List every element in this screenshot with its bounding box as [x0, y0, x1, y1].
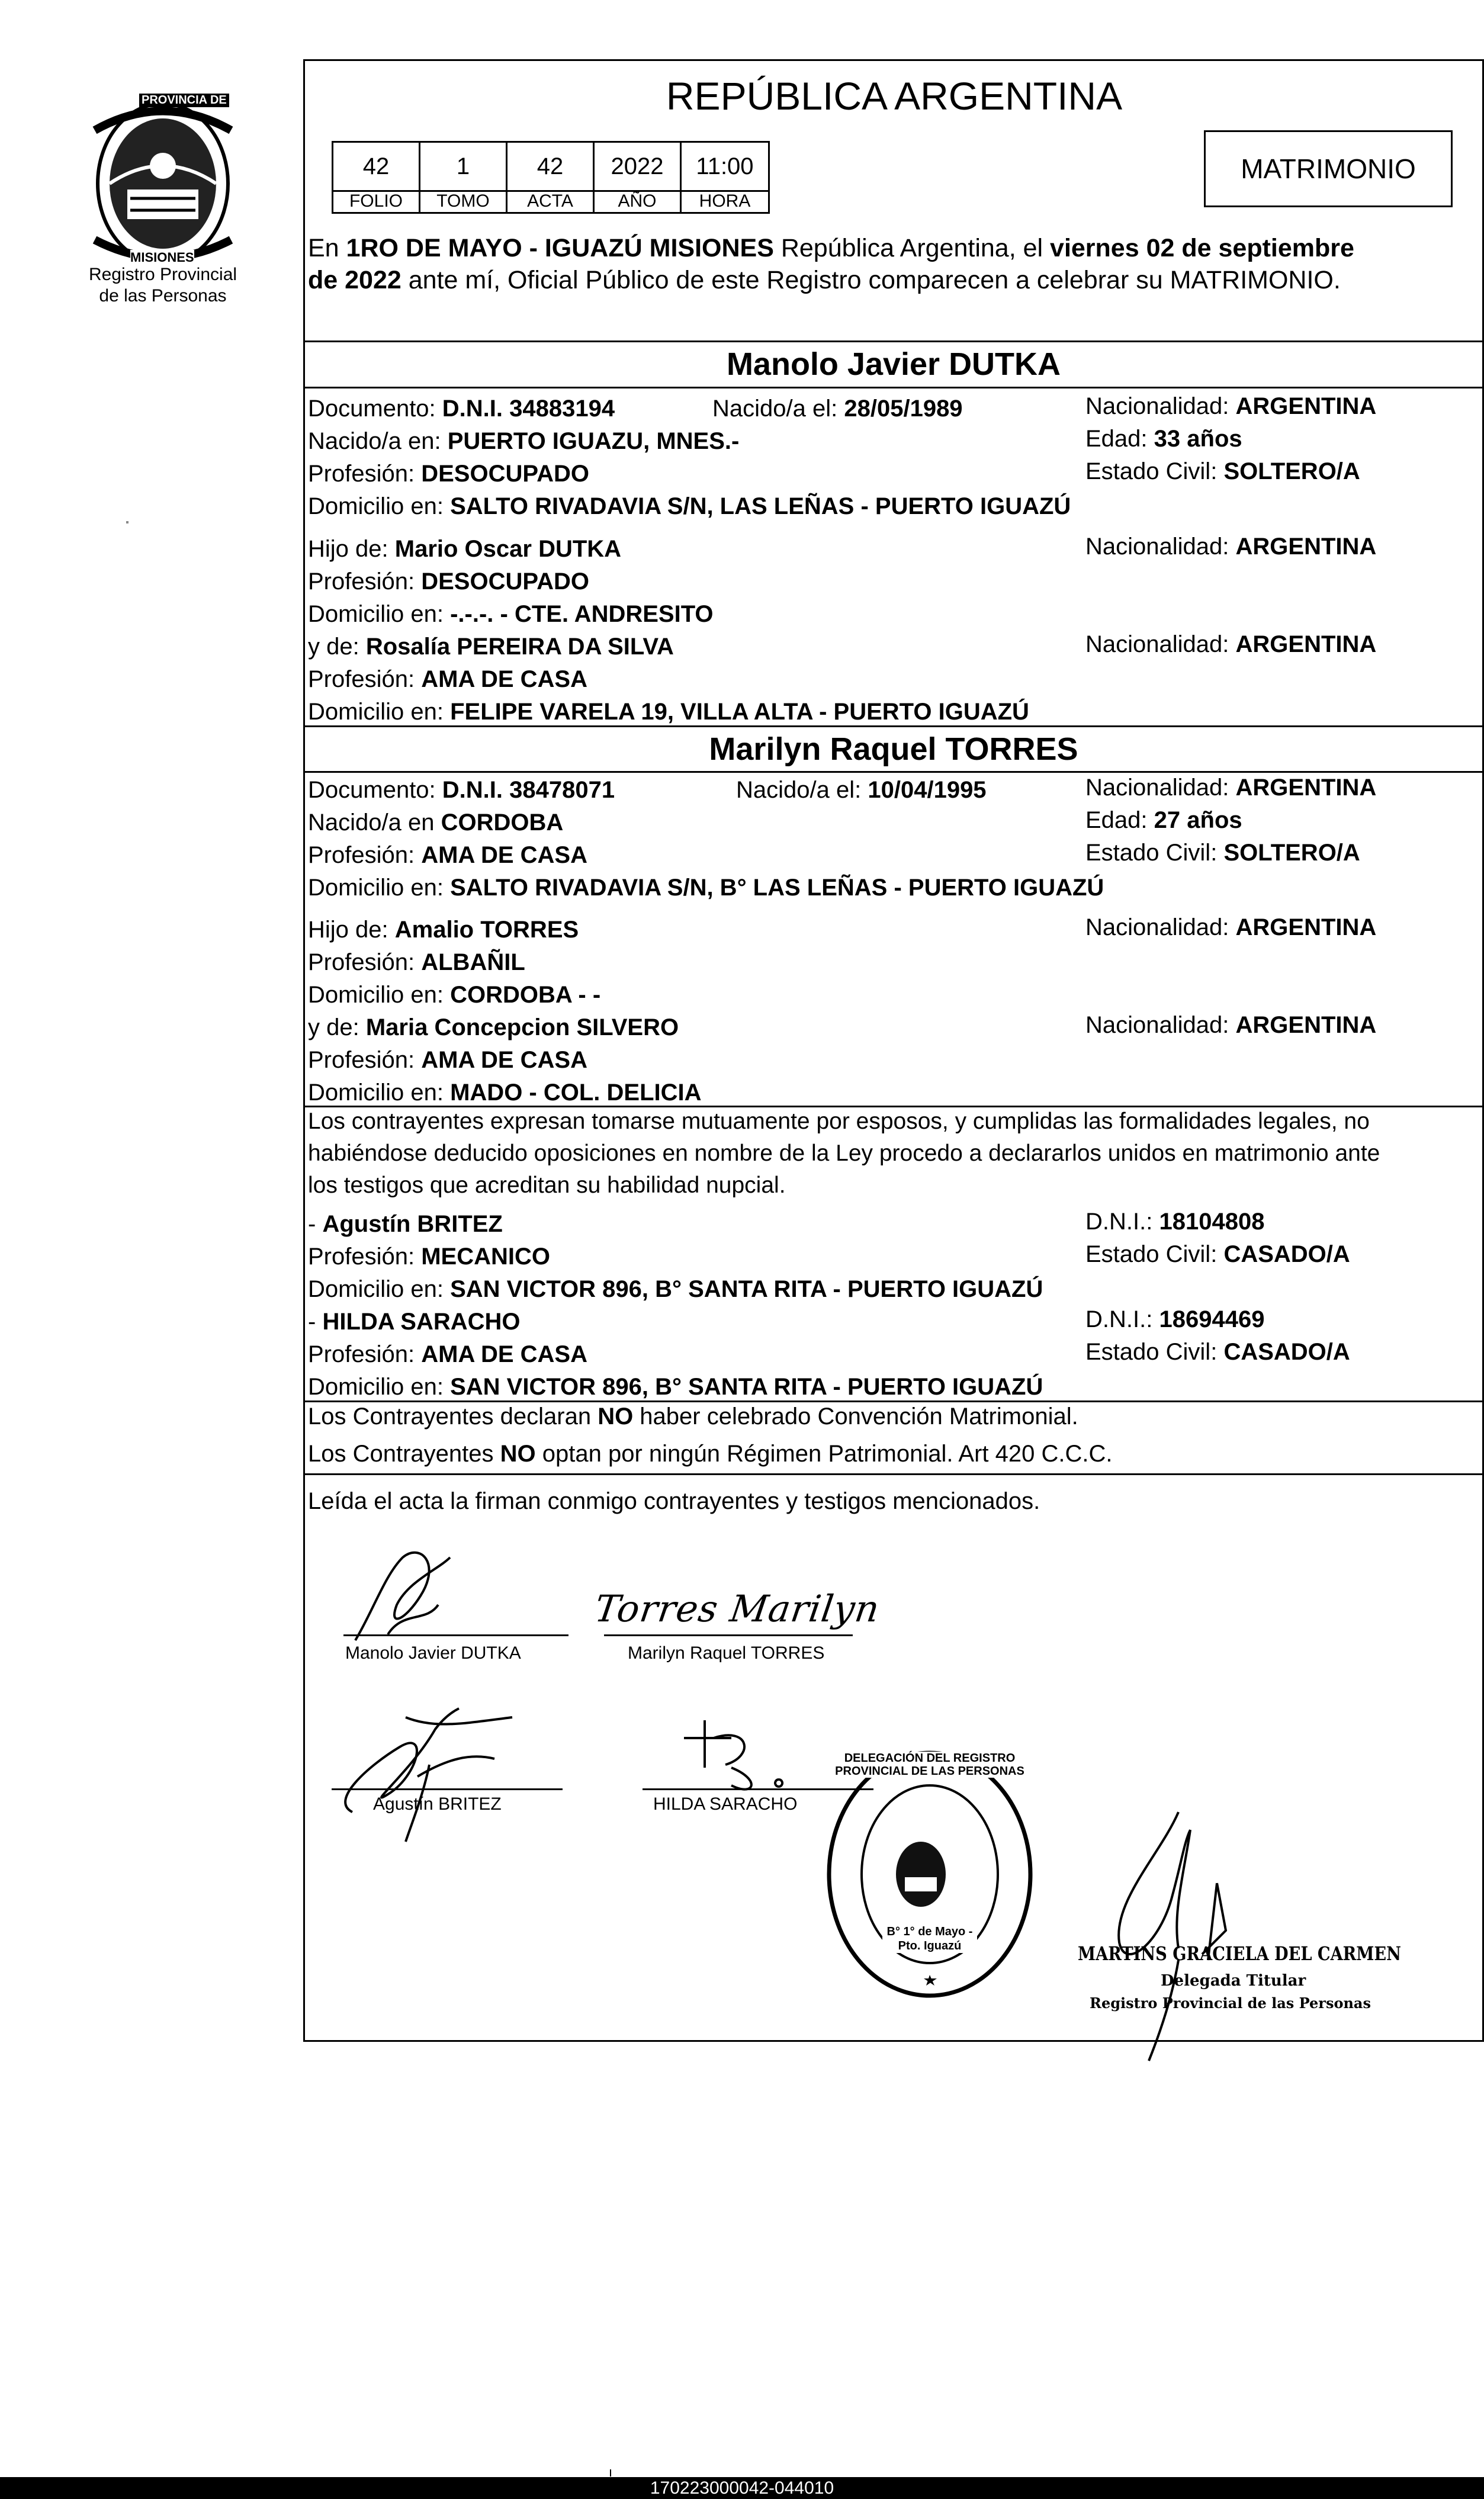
party1-born-place: Nacido/a en: PUERTO IGUAZU, MNES.-	[308, 428, 740, 454]
registry-logo	[83, 95, 243, 272]
signature-label-dutka: Manolo Javier DUTKA	[345, 1643, 521, 1663]
party2-father-address: Domicilio en: CORDOBA - -	[308, 982, 601, 1008]
footer-code: 170223000042-044010	[650, 2478, 834, 2498]
party2-nationality: Nacionalidad: ARGENTINA	[1085, 775, 1377, 801]
signature-saracho-icon	[666, 1714, 796, 1797]
witness2-address: Domicilio en: SAN VICTOR 896, B° SANTA RITA - PUERTO IGUAZÚ	[308, 1374, 1043, 1400]
party1-name: Manolo Javier DUTKA	[726, 346, 1061, 382]
seal-outer-text: DELEGACIÓN DEL REGISTRO PROVINCIAL DE LAS PERSONAS	[835, 1752, 1024, 1778]
emblem-bottom-text: MISIONES	[130, 250, 194, 265]
province-emblem-icon	[83, 95, 243, 272]
signature-line	[604, 1634, 853, 1636]
party1-profession: Profesión: DESOCUPADO	[308, 461, 589, 487]
divider	[305, 1473, 1482, 1475]
speck	[126, 521, 129, 523]
witness2-civil-status: Estado Civil: CASADO/A	[1085, 1339, 1350, 1365]
party1-born-date: Nacido/a el: 28/05/1989	[712, 396, 963, 422]
witness2-name: - HILDA SARACHO	[308, 1309, 521, 1335]
registry-caption-line1: Registro Provincial	[88, 265, 237, 284]
party2-father-profession: Profesión: ALBAÑIL	[308, 949, 525, 975]
party1-father: Hijo de: Mario Oscar DUTKA	[308, 536, 622, 562]
intro-line2	[308, 264, 1341, 296]
divider	[305, 1401, 1482, 1402]
divider	[305, 725, 1482, 727]
party1-age: Edad: 33 años	[1085, 426, 1242, 452]
folio-label: FOLIO	[332, 190, 420, 214]
intro-line1	[308, 232, 1354, 264]
party2-born-date: Nacido/a el: 10/04/1995	[736, 777, 987, 803]
acta-label: ACTA	[506, 190, 595, 214]
tomo-label: TOMO	[419, 190, 507, 214]
divider	[305, 341, 1482, 342]
party1-father-profession: Profesión: DESOCUPADO	[308, 568, 589, 595]
official-role: Delegada Titular	[1161, 1972, 1306, 1990]
party2-born-place: Nacido/a en CORDOBA	[308, 810, 564, 836]
party2-doc: Documento: D.N.I. 38478071	[308, 777, 615, 803]
signature-label-saracho: HILDA SARACHO	[653, 1794, 798, 1814]
closing-statement: Leída el acta la firman conmigo contrayentes y testigos mencionados.	[308, 1488, 1040, 1514]
party2-mother-address: Domicilio en: MADO - COL. DELICIA	[308, 1080, 702, 1106]
signature-britez-icon	[317, 1694, 530, 1848]
registry-caption	[77, 264, 249, 307]
divider	[305, 1106, 1482, 1107]
signature-line	[332, 1788, 563, 1790]
intro-text: En	[308, 234, 346, 262]
convention-line1: Los Contrayentes declaran NO haber celebrado Convención Matrimonial.	[308, 1403, 1078, 1430]
party2-father-nationality: Nacionalidad: ARGENTINA	[1085, 914, 1377, 940]
party2-age: Edad: 27 años	[1085, 807, 1242, 833]
emblem-top-text: PROVINCIA DE	[139, 94, 229, 107]
hour-label: HORA	[680, 190, 770, 214]
party2-name: Marilyn Raquel TORRES	[709, 731, 1078, 767]
hour-value: 11:00	[680, 141, 770, 192]
tomo-value: 1	[419, 141, 507, 192]
year-value: 2022	[593, 141, 682, 192]
party1-mother-nationality: Nacionalidad: ARGENTINA	[1085, 631, 1377, 657]
party2-address: Domicilio en: SALTO RIVADAVIA S/N, B° LAS LEÑAS - PUERTO IGUAZÚ	[308, 875, 1104, 901]
signature-official-icon	[1090, 1806, 1267, 2067]
witness1-dni: D.N.I.: 18104808	[1085, 1209, 1265, 1235]
official-name: MARTINS GRACIELA DEL CARMEN	[1078, 1942, 1401, 1965]
footer-bar	[0, 2477, 1484, 2499]
folio-value: 42	[332, 141, 420, 192]
signature-label-torres: Marilyn Raquel TORRES	[628, 1643, 825, 1663]
party1-father-nationality: Nacionalidad: ARGENTINA	[1085, 534, 1377, 560]
party2-father: Hijo de: Amalio TORRES	[308, 917, 579, 943]
party2-civil-status: Estado Civil: SOLTERO/A	[1085, 840, 1360, 866]
signature-line	[343, 1634, 568, 1636]
party2-mother-nationality: Nacionalidad: ARGENTINA	[1085, 1012, 1377, 1038]
witness1-civil-status: Estado Civil: CASADO/A	[1085, 1241, 1350, 1267]
declaration-line2: habiéndose deducido oposiciones en nombre de la Ley procedo a declararlos unidos en matrimonio ante	[308, 1141, 1380, 1166]
act-type-box: MATRIMONIO	[1204, 130, 1453, 207]
witness1-name: - Agustín BRITEZ	[308, 1211, 503, 1237]
party1-father-address: Domicilio en: -.-.-. - CTE. ANDRESITO	[308, 601, 714, 627]
intro-year: de 2022	[308, 266, 401, 294]
witness1-address: Domicilio en: SAN VICTOR 896, B° SANTA RITA - PUERTO IGUAZÚ	[308, 1276, 1043, 1302]
intro-text2: República Argentina, el	[773, 234, 1051, 262]
official-seal	[823, 1747, 1036, 2002]
signature-dutka-icon	[332, 1540, 497, 1646]
party1-mother: y de: Rosalía PEREIRA DA SILVA	[308, 634, 674, 660]
party1-nationality: Nacionalidad: ARGENTINA	[1085, 393, 1377, 419]
party2-mother-profession: Profesión: AMA DE CASA	[308, 1047, 587, 1073]
divider	[305, 387, 1482, 388]
country-title: REPÚBLICA ARGENTINA	[666, 74, 1123, 118]
party1-address: Domicilio en: SALTO RIVADAVIA S/N, LAS LEÑAS - PUERTO IGUAZÚ	[308, 493, 1071, 519]
intro-date: viernes 02 de septiembre	[1050, 234, 1354, 262]
party1-mother-address: Domicilio en: FELIPE VARELA 19, VILLA ALTA - PUERTO IGUAZÚ	[308, 699, 1029, 725]
party1-civil-status: Estado Civil: SOLTERO/A	[1085, 458, 1360, 484]
signature-label-britez: Agustín BRITEZ	[373, 1794, 502, 1814]
witness2-dni: D.N.I.: 18694469	[1085, 1306, 1265, 1332]
tick	[610, 2469, 611, 2476]
witness1-profession: Profesión: MECANICO	[308, 1244, 551, 1270]
signature-torres-handwritten: Torres Marilyn	[592, 1587, 883, 1630]
official-org: Registro Provincial de las Personas	[1090, 1994, 1371, 2012]
declaration-line3: los testigos que acreditan su habilidad nupcial.	[308, 1173, 786, 1198]
witness2-profession: Profesión: AMA DE CASA	[308, 1341, 587, 1367]
convention-line2: Los Contrayentes NO optan por ningún Régimen Patrimonial. Art 420 C.C.C.	[308, 1441, 1113, 1467]
declaration-line1: Los contrayentes expresan tomarse mutuamente por esposos, y cumplidas las formalidades legales, no	[308, 1109, 1370, 1134]
registry-seal-icon	[823, 1747, 1036, 2002]
party2-profession: Profesión: AMA DE CASA	[308, 842, 587, 868]
seal-inner-text: B° 1° de Mayo - Pto. Iguazú	[882, 1925, 977, 1953]
registry-caption-line2: de las Personas	[99, 286, 227, 306]
intro-text3: ante mí, Oficial Público de este Registro comparecen a celebrar su MATRIMONIO.	[401, 266, 1341, 294]
intro-place: 1RO DE MAYO - IGUAZÚ MISIONES	[346, 234, 774, 262]
acta-value: 42	[506, 141, 595, 192]
party1-doc: Documento: D.N.I. 34883194	[308, 396, 615, 422]
party1-mother-profession: Profesión: AMA DE CASA	[308, 666, 587, 692]
divider	[305, 771, 1482, 773]
year-label: AÑO	[593, 190, 682, 214]
party2-mother: y de: Maria Concepcion SILVERO	[308, 1014, 679, 1040]
